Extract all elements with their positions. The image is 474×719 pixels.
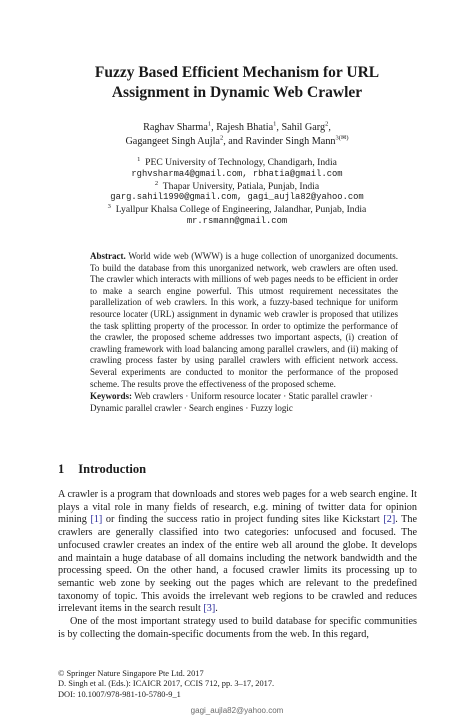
section-number: 1 [58,462,65,476]
author-affil-marker: 2 [325,120,329,128]
author-line-2: Gagangeet Singh Aujla$^2$, and Ravinder Singh Mann$^{3(✉)}$ [125,134,349,147]
citation-line: D. Singh et al. (Eds.): ICAICR 2017, CCIS 712, pp. 3–17, 2017. [58,679,275,689]
paragraph-2: One of the most important strategy used to build database for specific communities is by collecting the domain-specific documents from the web. In this regard, [58,616,417,640]
author-list [40,121,434,148]
author-name: Raghav Sharma [143,122,208,133]
author-affil-marker: 3(✉) [335,134,349,142]
abstract-text: World wide web (WWW) is a huge collection of unorganized documents. To build the database from this unorganized network, web crawlers are often used. The crawler which interacts with millions of web pages needs to be efficient in order to make a search engine powerful. This utmost requirement necessitates the parallelization of web crawlers. In this work, a fuzzy-based technique for uniform resource locater (URL) assignment in dynamic web crawler is proposed that utilizes the task splitting property of the processor. In order to optimize the performance of the crawler, the proposed scheme addresses two important aspects, (i) creation of crawling framework with load balancing among parallel crawlers, and (ii) making of crawling process faster by using parallel crawlers with efficient network access. Several experiments are conducted to monitor the performance of the proposed scheme. The results prove the effectiveness of the proposed scheme. [90,251,398,389]
affiliation-2-emails: garg.sahil1990@gmail.com, gagi_aujla82@yahoo.com [110,192,364,203]
copyright-footer [58,669,274,700]
author-affil-marker: 1 [273,120,277,128]
keywords-label: Keywords: [90,391,132,401]
affiliation-3: $^3$ Lyallpur Khalsa College of Engineering, Jalandhar, Punjab, India [107,203,367,216]
affiliations [30,157,444,228]
copyright-line: © Springer Nature Singapore Pte Ltd. 2017 [58,669,204,678]
title-line-2: Assignment in Dynamic Web Crawler [111,84,363,101]
affiliation-1-emails: rghvsharma4@gmail.com, rbhatia@gmail.com [131,168,343,179]
section-heading [58,462,146,477]
author-name: Rajesh Bhatia [216,122,274,133]
doi-line: DOI: 10.1007/978-981-10-5780-9_1 [58,689,181,699]
author-line-1: Raghav Sharma$^1$, Rajesh Bhatia$^1$, Sahil Garg$^2$, [143,120,331,133]
section-title: Introduction [78,462,147,476]
author-affil-marker: 2 [219,134,224,142]
citation-link[interactable]: [1] [90,514,103,526]
author-name: Gagangeet Singh Aujla [125,135,220,147]
citation-link[interactable]: [3] [203,603,216,615]
keywords [90,391,398,414]
author-name: and Ravinder Singh Mann [228,135,336,147]
download-watermark: gagi_aujla82@yahoo.com [190,706,284,715]
keywords-text: Web crawlers · Uniform resource locater · Static parallel crawler · Dynamic parallel crawler · Search engines · Fuzzy logic [90,391,373,413]
affiliation-3-emails: mr.rsmann@gmail.com [186,215,288,226]
affiliation-2: $^2$ Thapar University, Patiala, Punjab, India [154,179,320,192]
body-text [58,489,417,641]
citation-link[interactable]: [2] [383,514,396,526]
abstract [90,251,398,390]
paper-title [40,63,434,103]
author-name: Sahil Garg [281,122,326,133]
title-line-1: Fuzzy Based Efficient Mechanism for URL [94,64,380,81]
author-affil-marker: 1 [207,120,212,128]
paragraph-1: A crawler is a program that downloads and stores web pages for a web search engine. It plays a vital role in many fields of research, e.g. mining of twitter data for opinion mining [1] or finding the success ratio in project funding sites like Kickstart [2]. The crawlers are generally classified into two categories: unfocused and focused. The unfocused crawler creates an index of the entire web all around the globe. It develops and maintain a huge database of all domains including the network bandwidth and the processing speed. On the other hand, a focused crawler limits its processing up to semantic web zone by seeking out the pages which are relevant to the predefined taxonomy of topic. This avoids the irrelevant web regions to be crawled and reduces irrelevant items in the search result [3]. [58,489,418,615]
abstract-label: Abstract. [90,251,126,261]
affiliation-1: $^1$ PEC University of Technology, Chandigarh, India [137,155,337,168]
